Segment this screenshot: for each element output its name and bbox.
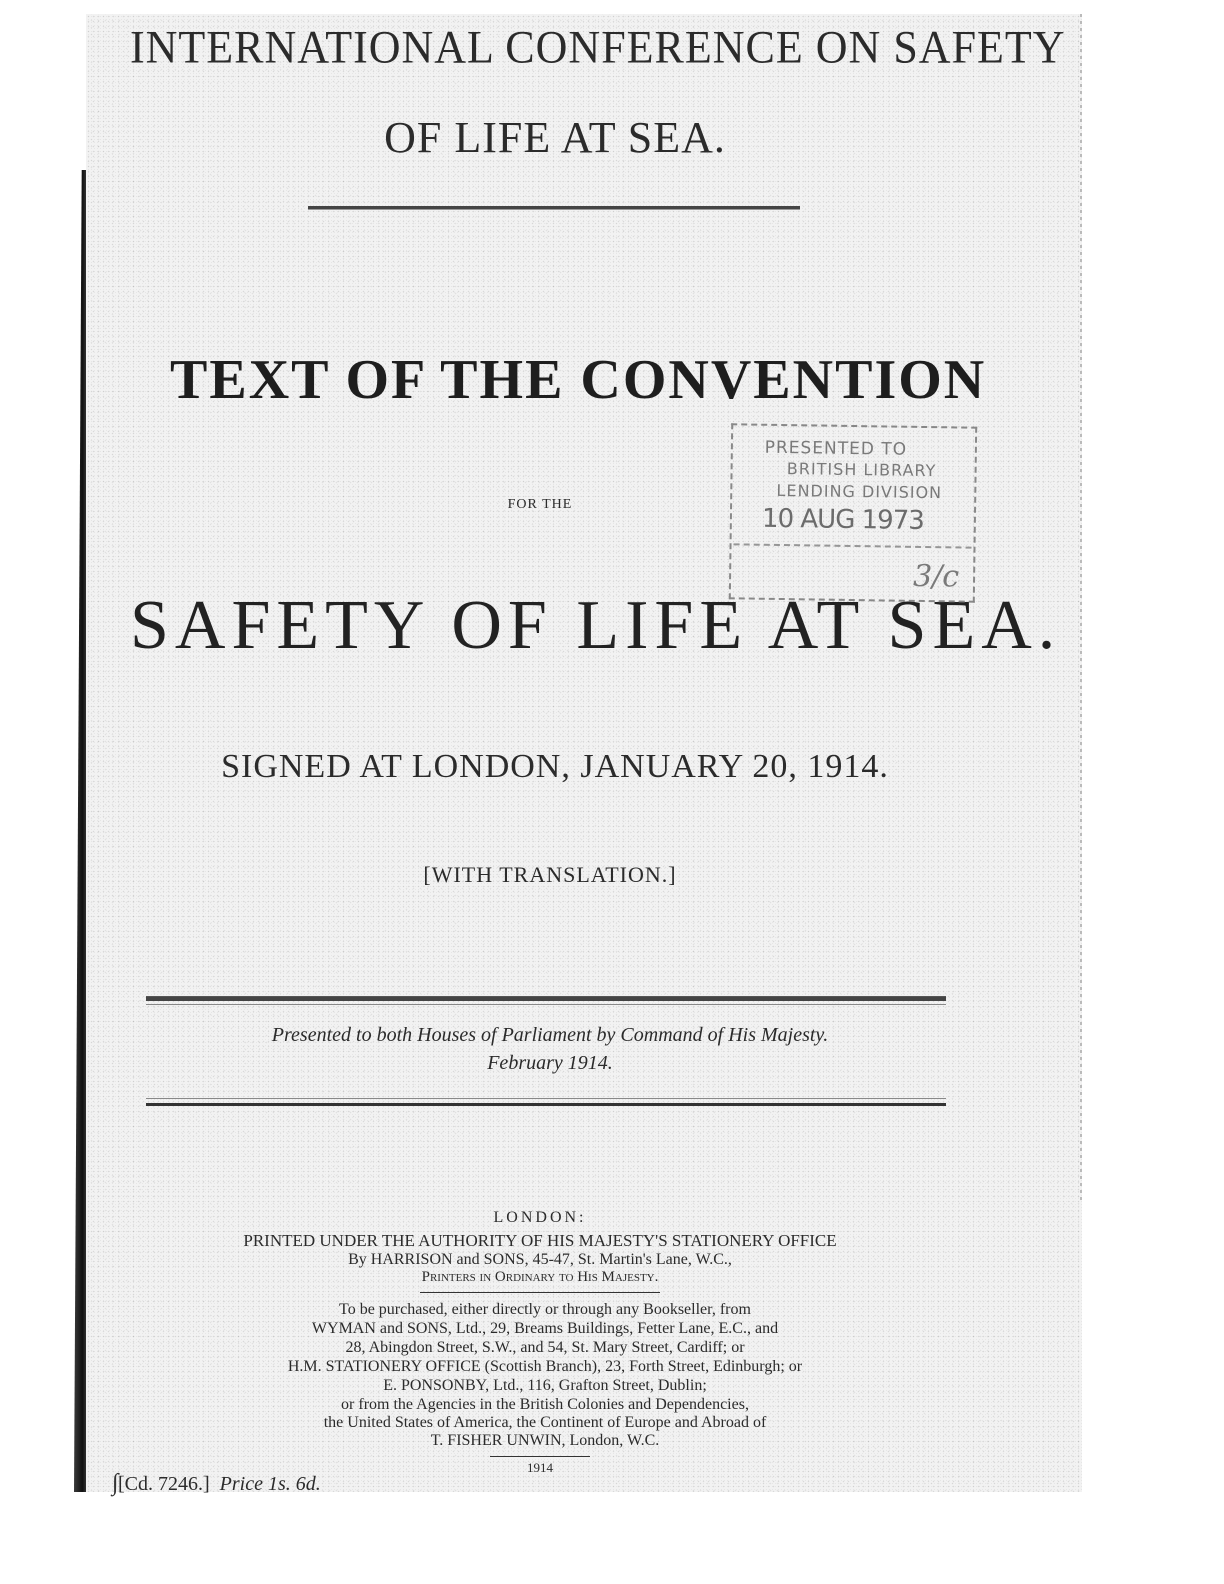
stamp-line2: BRITISH LIBRARY bbox=[786, 459, 937, 481]
presentation-line2: February 1914. bbox=[487, 1052, 613, 1074]
conference-heading-line2: OF LIFE AT SEA. bbox=[384, 113, 726, 162]
stamp-divider bbox=[734, 543, 972, 548]
purchase-line: E. PONSONBY, Ltd., 116, Grafton Street, Dublin; bbox=[383, 1377, 707, 1394]
margin-pencil-mark: ∫ bbox=[112, 1470, 119, 1496]
command-paper-number: [Cd. 7246.] bbox=[118, 1473, 210, 1495]
presentation-rule-bottom-thin bbox=[146, 1098, 946, 1099]
command-paper-footer bbox=[118, 1473, 321, 1496]
title-connector: FOR THE bbox=[507, 497, 573, 512]
imprint-line3: Printers in Ordinary to His Majesty. bbox=[421, 1269, 659, 1285]
heading-divider bbox=[308, 206, 800, 210]
presentation-rule-top-thin bbox=[146, 1004, 946, 1005]
purchase-line: H.M. STATIONERY OFFICE (Scottish Branch), 23, Forth Street, Edinburgh; or bbox=[287, 1358, 803, 1375]
purchase-line: the United States of America, the Continent of Europe and Abroad of bbox=[323, 1414, 767, 1431]
stamp-line3: LENDING DIVISION bbox=[776, 480, 943, 503]
page-right-edge bbox=[1080, 14, 1082, 1204]
imprint-line1: PRINTED UNDER THE AUTHORITY OF HIS MAJESTY'S STATIONERY OFFICE bbox=[243, 1231, 837, 1250]
title-safety-of-life: SAFETY OF LIFE AT SEA. bbox=[130, 587, 1062, 664]
imprint-city: LONDON: bbox=[493, 1209, 587, 1226]
imprint-divider bbox=[420, 1292, 660, 1293]
year-divider bbox=[490, 1456, 590, 1457]
publication-year: 1914 bbox=[527, 1460, 553, 1475]
stamp-date: 10 AUG 1973 bbox=[761, 503, 924, 536]
title-text-of-convention: TEXT OF THE CONVENTION bbox=[170, 349, 987, 411]
purchase-line: To be purchased, either directly or through any Bookseller, from bbox=[339, 1301, 751, 1318]
translation-note: [WITH TRANSLATION.] bbox=[423, 862, 677, 887]
purchase-line: T. FISHER UNWIN, London, W.C. bbox=[430, 1432, 660, 1449]
presentation-rule-top bbox=[146, 996, 946, 1001]
purchase-line: or from the Agencies in the British Colonies and Dependencies, bbox=[341, 1396, 749, 1413]
stamp-handwritten-mark: 3/c bbox=[912, 558, 960, 595]
purchase-line: WYMAN and SONS, Ltd., 29, Breams Buildings, Fetter Lane, E.C., and bbox=[311, 1320, 779, 1337]
signed-line: SIGNED AT LONDON, JANUARY 20, 1914. bbox=[221, 748, 889, 785]
imprint-line2: By HARRISON and SONS, 45-47, St. Martin's Lane, W.C., bbox=[348, 1251, 732, 1268]
library-stamp bbox=[729, 423, 977, 602]
purchase-line: 28, Abingdon Street, S.W., and 54, St. Mary Street, Cardiff; or bbox=[345, 1339, 745, 1356]
conference-heading-line1: INTERNATIONAL CONFERENCE ON SAFETY bbox=[130, 21, 1066, 74]
price-label: Price 1s. 6d. bbox=[219, 1473, 321, 1495]
stamp-line1: PRESENTED TO bbox=[764, 437, 908, 460]
presentation-line1: Presented to both Houses of Parliament by Command of His Majesty. bbox=[271, 1024, 829, 1046]
presentation-rule-bottom bbox=[146, 1103, 946, 1106]
